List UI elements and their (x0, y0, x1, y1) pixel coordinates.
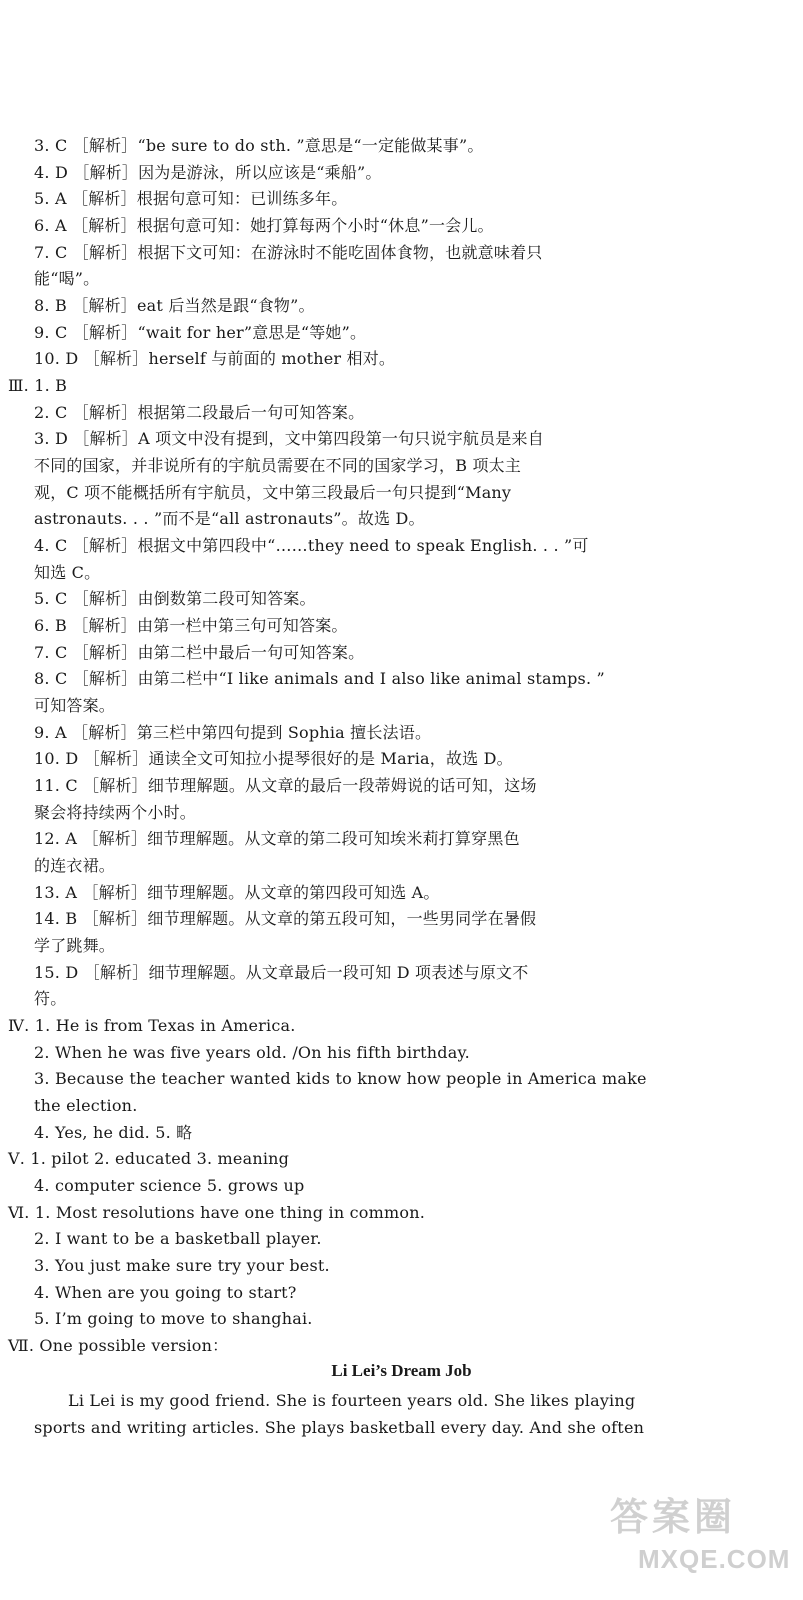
answer-line: 能“喝”。 (34, 269, 100, 288)
section-heading: Ⅶ. One possible version： (8, 1336, 229, 1355)
answer-line: 7. C ［解析］根据下文可知：在游泳时不能吃固体食物，也就意味着只 (34, 243, 543, 262)
answer-line: 8. C ［解析］由第二栏中“I like animals and I also like animal stamps. ” (34, 669, 605, 688)
watermark-url-text: MXQE.COM (638, 1544, 791, 1574)
section-heading: Ⅳ. 1. He is from Texas in America. (8, 1016, 296, 1035)
answer-line: 9. A ［解析］第三栏中第四句提到 Sophia 擅长法语。 (34, 723, 432, 742)
watermark-logo (610, 1486, 790, 1586)
answer-line: 13. A ［解析］细节理解题。从文章的第四段可知选 A。 (34, 883, 440, 902)
essay-title: Li Lei’s Dream Job (331, 1361, 472, 1380)
answer-line: 聚会将持续两个小时。 (34, 803, 197, 822)
answer-line: 12. A ［解析］细节理解题。从文章的第二段可知埃米莉打算穿黑色 (34, 829, 520, 848)
watermark-top-text: 答案圈 (610, 1497, 737, 1539)
answer-line: 符。 (34, 989, 67, 1008)
answer-line: 7. C ［解析］由第二栏中最后一句可知答案。 (34, 643, 365, 662)
section-heading: Ⅲ. 1. B (8, 376, 68, 395)
answer-line: 3. Because the teacher wanted kids to know how people in America make (34, 1069, 647, 1088)
answer-line: 5. I’m going to move to shanghai. (34, 1309, 313, 1328)
section-heading: Ⅴ. 1. pilot 2. educated 3. meaning (8, 1149, 290, 1168)
answer-line: 6. A ［解析］根据句意可知：她打算每两个小时“休息”一会儿。 (34, 216, 494, 235)
answer-line: astronauts. . . ”而不是“all astronauts”。故选 D。 (34, 509, 425, 528)
answer-line: 4. computer science 5. grows up (34, 1176, 305, 1195)
answer-line: 10. D ［解析］herself 与前面的 mother 相对。 (34, 349, 396, 368)
answer-line: the election. (34, 1096, 138, 1115)
answer-line: 学了跳舞。 (34, 936, 116, 955)
answer-line: 不同的国家，并非说所有的宇航员需要在不同的国家学习，B 项太主 (34, 456, 522, 475)
answer-line: 观，C 项不能概括所有宇航员，文中第三段最后一句只提到“Many (34, 483, 512, 502)
answer-line: 2. When he was five years old. /On his fifth birthday. (34, 1043, 470, 1062)
answer-line: 9. C ［解析］“wait for her”意思是“等她”。 (34, 323, 367, 342)
answer-line: 的连衣裙。 (34, 856, 116, 875)
answer-line: 11. C ［解析］细节理解题。从文章的最后一段蒂姆说的话可知，这场 (34, 776, 537, 795)
answer-line: 14. B ［解析］细节理解题。从文章的第五段可知，一些男同学在暑假 (34, 909, 537, 928)
answer-line: 4. Yes, he did. 5. 略 (34, 1123, 193, 1142)
answer-line: 4. D ［解析］因为是游泳，所以应该是“乘船”。 (34, 163, 382, 182)
answer-line: 3. D ［解析］A 项文中没有提到，文中第四段第一句只说宇航员是来自 (34, 429, 544, 448)
answer-line: 3. You just make sure try your best. (34, 1256, 330, 1275)
answer-line: 8. B ［解析］eat 后当然是跟“食物”。 (34, 296, 315, 315)
answer-line: 2. C ［解析］根据第二段最后一句可知答案。 (34, 403, 365, 422)
essay-line: Li Lei is my good friend. She is fourteen years old. She likes playing (68, 1391, 636, 1410)
answer-line: 15. D ［解析］细节理解题。从文章最后一段可知 D 项表述与原文不 (34, 963, 529, 982)
answer-line: 可知答案。 (34, 696, 116, 715)
answer-line: 4. When are you going to start? (34, 1283, 297, 1302)
answer-line: 3. C ［解析］“be sure to do sth. ”意思是“一定能做某事”。 (34, 136, 484, 155)
answer-line: 6. B ［解析］由第一栏中第三句可知答案。 (34, 616, 348, 635)
answer-line: 5. C ［解析］由倒数第二段可知答案。 (34, 589, 316, 608)
answer-line: 5. A ［解析］根据句意可知：已训练多年。 (34, 189, 348, 208)
answer-line: 知选 C。 (34, 563, 101, 582)
essay-line: sports and writing articles. She plays basketball every day. And she often (34, 1418, 645, 1437)
answer-line: 2. I want to be a basketball player. (34, 1229, 322, 1248)
section-heading: Ⅵ. 1. Most resolutions have one thing in common. (8, 1203, 426, 1222)
answer-line: 10. D ［解析］通读全文可知拉小提琴很好的是 Maria，故选 D。 (34, 749, 513, 768)
answer-line: 4. C ［解析］根据文中第四段中“……they need to speak English. . . ”可 (34, 536, 589, 555)
